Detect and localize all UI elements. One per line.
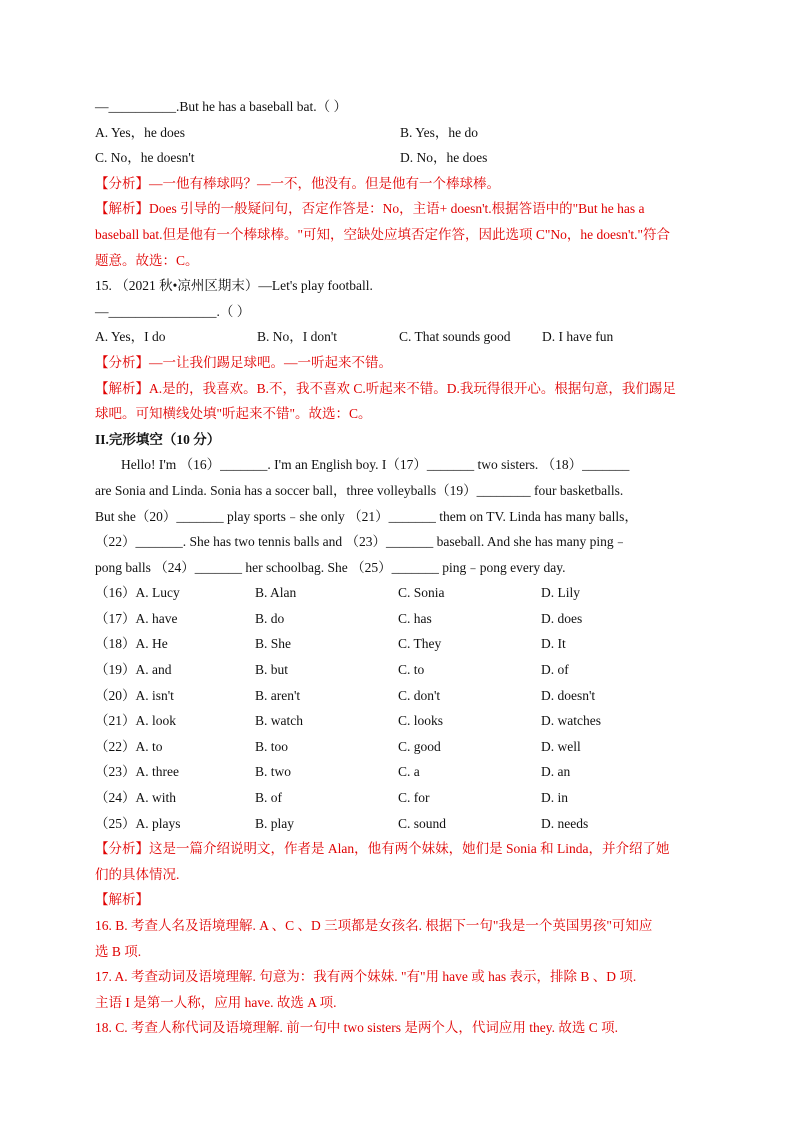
choice-c: C. looks (398, 713, 444, 729)
document-page (95, 94, 705, 1041)
choice-a: （17）A. have (95, 610, 178, 626)
choice-d: D. does (541, 610, 583, 626)
choices-list (95, 580, 705, 836)
choice-c: C. to (398, 662, 425, 678)
choice-row-25 (95, 811, 705, 837)
answer-16-line1: 16. B. 考查人名及语境理解. A 、C 、D 三项都是女孩名. 根据下一句"我是一个英国男孩"可知应 (95, 918, 653, 933)
choice-c: C. They (398, 636, 442, 652)
choice-d: D. needs (541, 815, 589, 831)
answer-17-line1: 17. A. 考查动词及语境理解. 句意为：我有两个妹妹. "有"用 have 或 has 表示，排除 B 、D 项. (95, 969, 637, 985)
choice-a: （21）A. look (95, 713, 176, 729)
choice-c: C. good (398, 738, 441, 754)
choice-row-17 (95, 606, 705, 632)
choice-row-19 (95, 657, 705, 683)
q15-stem-line2: —________________.（ ） (95, 303, 251, 319)
q14-stem: —__________.But he has a baseball bat.（ ） (95, 99, 347, 114)
answer-18-line1: 18. C. 考查人称代词及语境理解. 前一句中 two sisters 是两个人，代词应用 they. 故选 C 项. (95, 1020, 618, 1036)
choice-d: D. of (541, 662, 569, 678)
q14-options-row1 (95, 120, 705, 146)
choice-b: B. too (255, 738, 289, 754)
q15-explain-line2: 球吧。可知横线处填"听起来不错"。故选：C。 (95, 406, 372, 422)
passage-line-2: are Sonia and Linda. Sonia has a soccer ball，three volleyballs（19）________ four basketballs. (95, 482, 624, 498)
choice-c: C. don't (398, 687, 441, 703)
answer-17-line2: 主语 I 是第一人称，应用 have. 故选 A 项. (95, 994, 337, 1010)
choice-d: D. It (541, 636, 566, 652)
q14-explain-line3: 题意。故选：C。 (95, 252, 199, 268)
choice-d: D. doesn't (541, 687, 596, 703)
q14-explain-line1: 【解析】Does 引导的一般疑问句，否定作答是：No，主语+ doesn't.根据答语中的"But he has a (95, 201, 645, 217)
q15-analysis: 【分析】—一让我们踢足球吧。—一听起来不错。 (95, 354, 392, 370)
choice-row-20 (95, 683, 705, 709)
passage-line-1: Hello! I'm （16）_______. I'm an English boy. I（17）_______ two sisters. （18）_______ (121, 457, 630, 473)
choice-a: （24）A. with (95, 790, 176, 806)
choice-a: （19）A. and (95, 662, 172, 678)
q14-options-row2 (95, 145, 705, 171)
q14-option-d: D. No，he does (400, 150, 488, 166)
passage-line-5: pong balls （24）_______ her schoolbag. She （25）_______ ping﹣pong every day. (95, 559, 566, 575)
choice-d: D. in (541, 790, 568, 806)
choice-b: B. aren't (255, 687, 301, 703)
choice-a: （25）A. plays (95, 815, 181, 831)
choice-row-21 (95, 708, 705, 734)
q15-stem-line1: 15. （2021 秋•凉州区期末）—Let's play football. (95, 278, 373, 294)
q15-options (95, 324, 705, 350)
q15-option-a: A. Yes，I do (95, 329, 166, 345)
section-heading: II.完形填空（10 分） (95, 431, 221, 447)
choice-row-18 (95, 631, 705, 657)
choice-a: （18）A. He (95, 636, 168, 652)
section-explain-label: 【解析】 (95, 892, 149, 908)
choice-a: （22）A. to (95, 738, 163, 754)
choice-b: B. watch (255, 713, 303, 729)
section-analysis-line2: 们的具体情况. (95, 866, 180, 882)
q14-option-b: B. Yes，he do (400, 124, 479, 140)
section-analysis-line1: 【分析】这是一篇介绍说明文，作者是 Alan，他有两个妹妹，她们是 Sonia 和 Linda，并介绍了她 (95, 841, 670, 857)
choice-c: C. sound (398, 815, 447, 831)
choice-b: B. but (255, 662, 289, 678)
choice-b: B. play (255, 815, 294, 831)
choice-b: B. do (255, 610, 285, 626)
q15-option-d: D. I have fun (542, 329, 614, 345)
choice-b: B. She (255, 636, 292, 652)
answer-16-line2: 选 B 项. (95, 943, 142, 959)
choice-d: D. an (541, 764, 571, 780)
choice-row-16 (95, 580, 705, 606)
q15-explain-line1: 【解析】A.是的，我喜欢。B.不，我不喜欢 C.听起来不错。D.我玩得很开心。根据句意，我们踢足 (95, 380, 676, 396)
choice-c: C. for (398, 790, 430, 806)
choice-a: （16）A. Lucy (95, 585, 180, 601)
q14-option-a: A. Yes，he does (95, 124, 186, 140)
choice-c: C. Sonia (398, 585, 445, 601)
choice-b: B. Alan (255, 585, 297, 601)
choice-a: （20）A. isn't (95, 687, 174, 703)
choice-c: C. has (398, 610, 432, 626)
q14-analysis: 【分析】—一他有棒球吗？—一不，他没有。但是他有一个棒球棒。 (95, 175, 500, 191)
choice-d: D. well (541, 738, 581, 754)
choice-b: B. of (255, 790, 282, 806)
passage-line-4: （22）_______. She has two tennis balls and （23）_______ baseball. And she has many ping﹣ (95, 534, 628, 550)
choice-row-24 (95, 785, 705, 811)
choice-a: （23）A. three (95, 764, 179, 780)
choice-b: B. two (255, 764, 292, 780)
q15-option-c: C. That sounds good (399, 329, 511, 345)
passage-line-3: But she（20）_______ play sports﹣she only （21）_______ them on TV. Linda has many balls， (95, 508, 638, 524)
q14-option-c: C. No，he doesn't (95, 150, 195, 166)
choice-row-23 (95, 759, 705, 785)
choice-row-22 (95, 734, 705, 760)
choice-d: D. watches (541, 713, 601, 729)
q14-explain-line2: baseball bat.但是他有一个棒球棒。"可知，空缺处应填否定作答，因此选项 C"No，he doesn't."符合 (95, 226, 671, 242)
choice-c: C. a (398, 764, 420, 780)
q15-option-b: B. No，I don't (257, 329, 338, 345)
choice-d: D. Lily (541, 585, 580, 601)
